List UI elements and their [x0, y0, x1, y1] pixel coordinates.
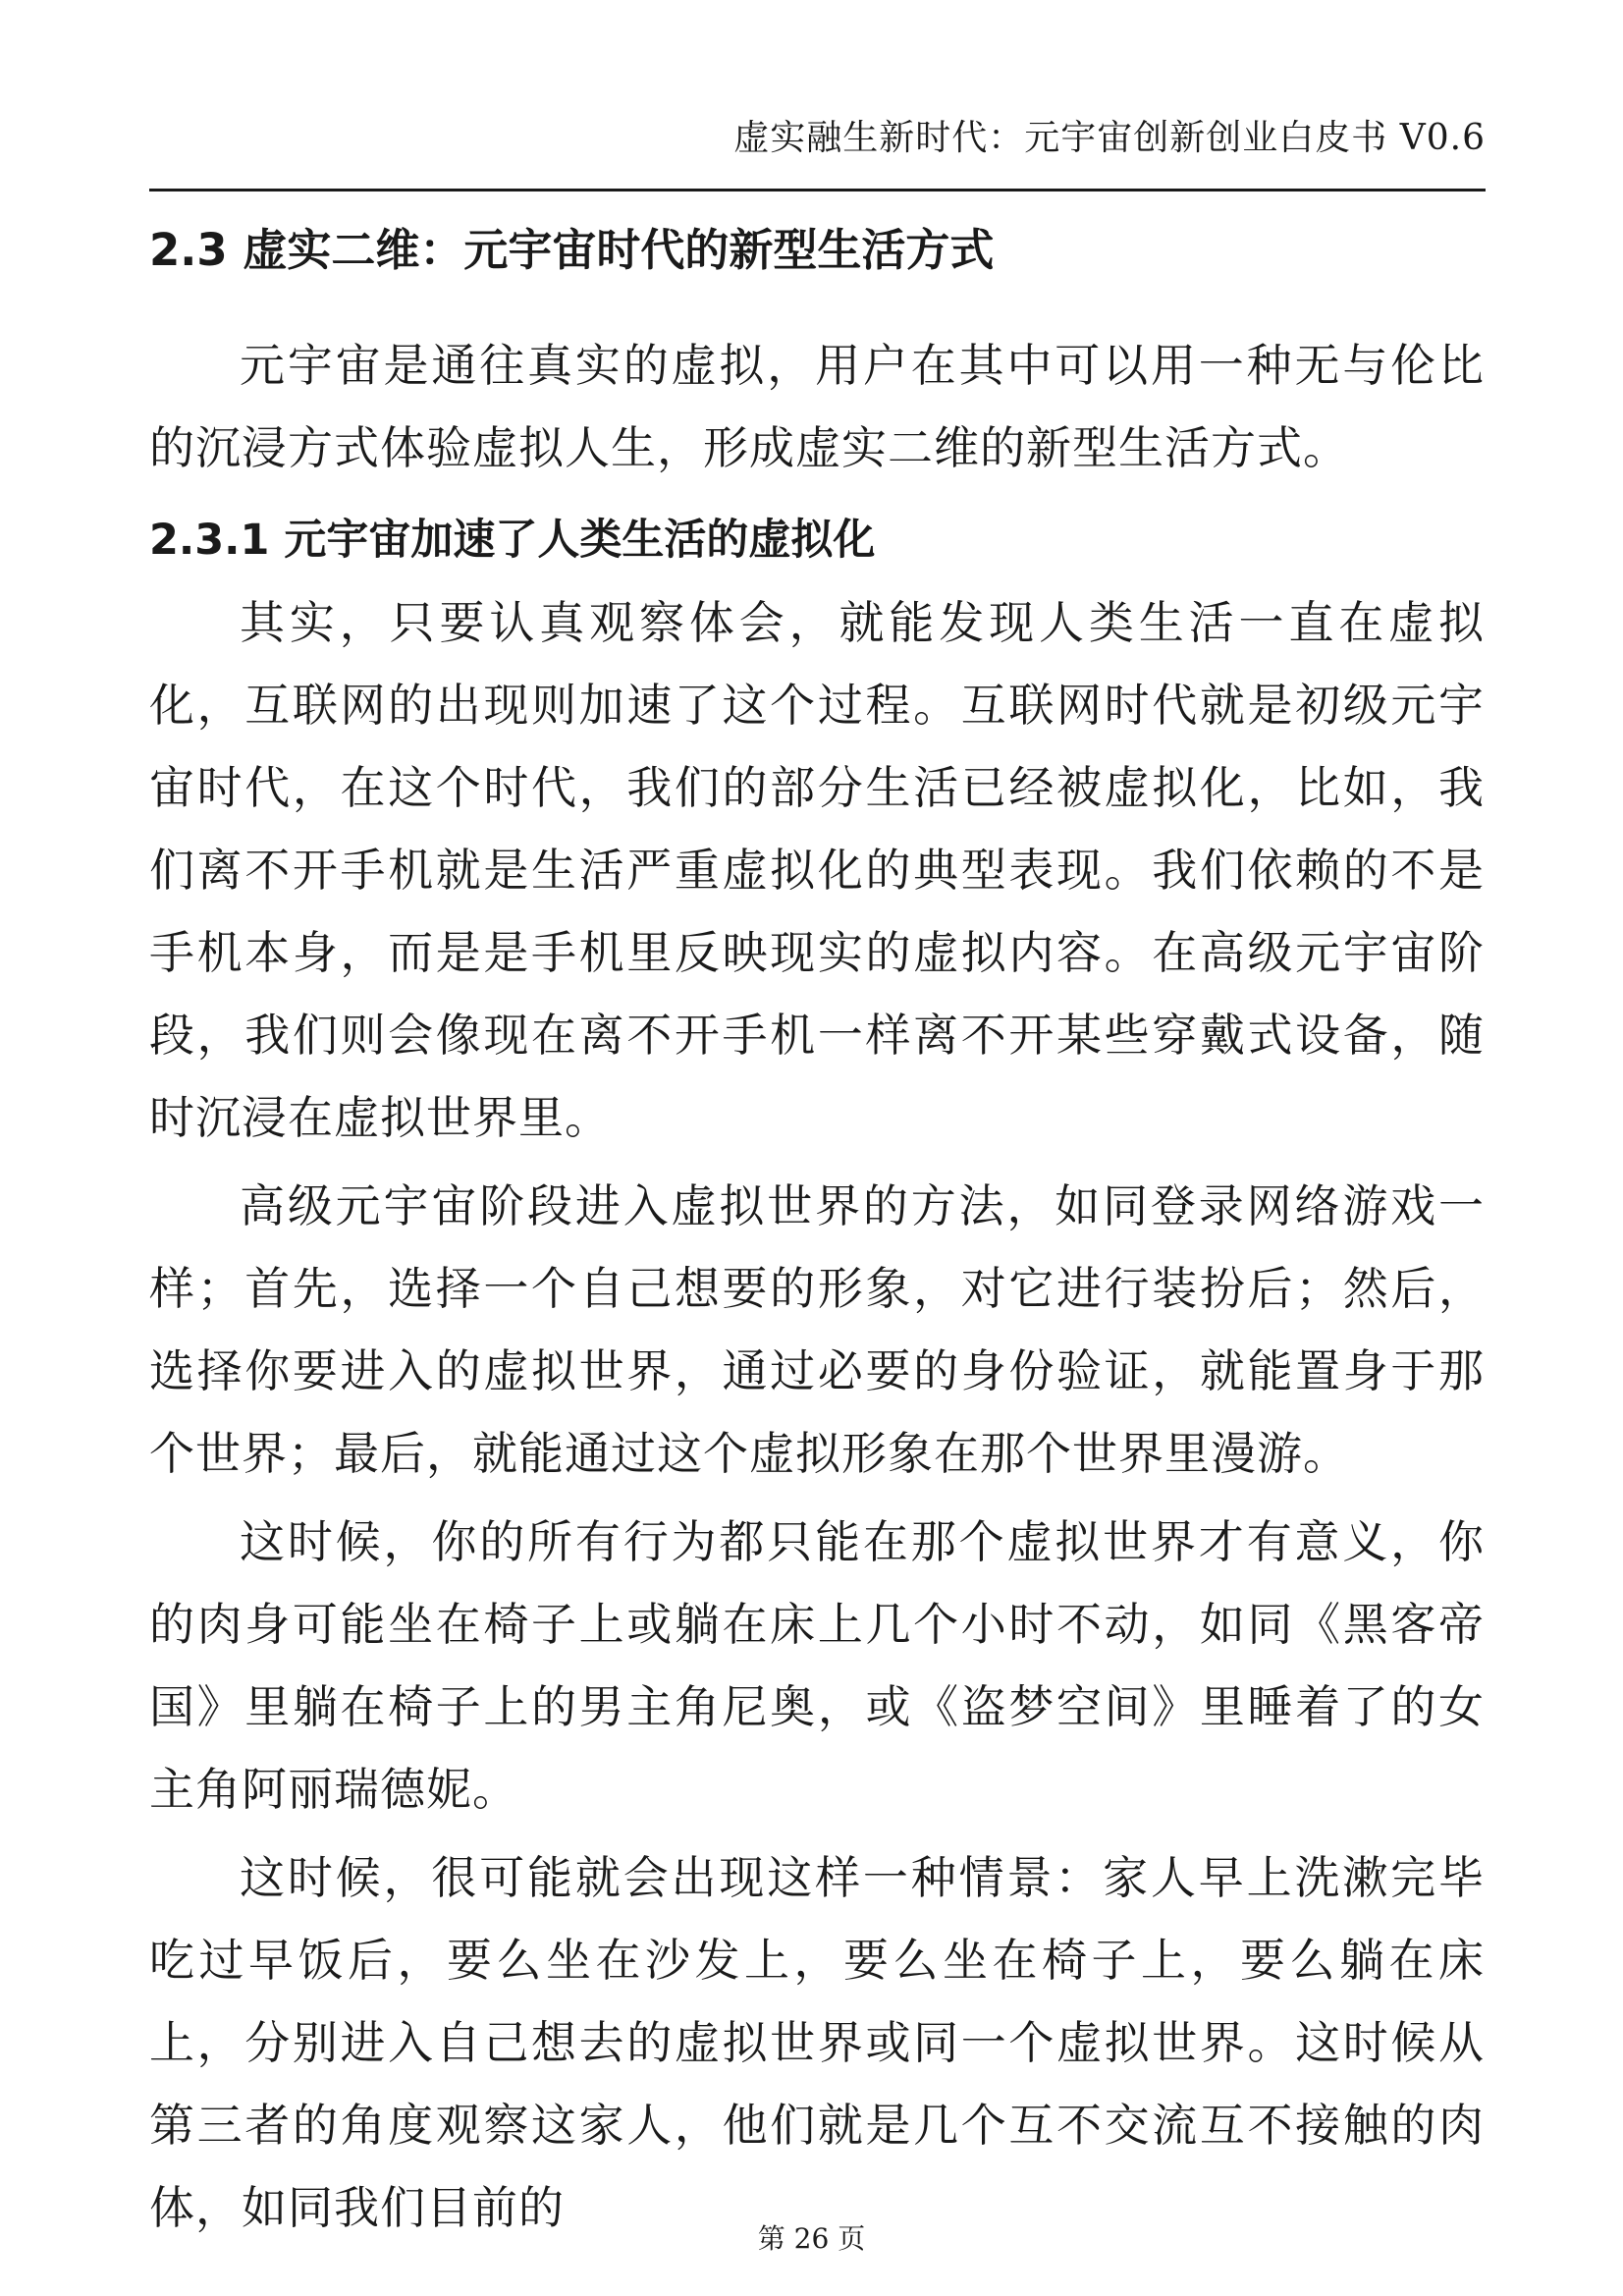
section-intro-paragraph: 元宇宙是通往真实的虚拟，用户在其中可以用一种无与伦比的沉浸方式体验虚拟人生，形成虚实二维的新型生活方式。 — [149, 339, 1485, 474]
body-paragraph-3: 这时候，你的所有行为都只能在那个虚拟世界才有意义，你的肉身可能坐在椅子上或躺在床上几个小时不动，如同《黑客帝国》里躺在椅子上的男主角尼奥，或《盗梦空间》里睡着了的女主角阿丽瑞德妮。 — [149, 1515, 1485, 1816]
header-divider — [149, 189, 1486, 191]
subsection-body — [149, 581, 1485, 2249]
body-paragraph-4: 这时候，很可能就会出现这样一种情景：家人早上洗漱完毕吃过早饭后，要么坐在沙发上，要么坐在椅子上，要么躺在床上，分别进入自己想去的虚拟世界或同一个虚拟世界。这时候从第三者的角度观察这家人，他们就是几个互不交流互不接触的肉体，如同我们目前的 — [149, 1851, 1485, 2234]
subsection-heading: 2.3.1 元宇宙加速了人类生活的虚拟化 — [149, 516, 876, 565]
section-heading: 2.3 虚实二维：元宇宙时代的新型生活方式 — [149, 224, 995, 276]
body-paragraph-2: 高级元宇宙阶段进入虚拟世界的方法，如同登录网络游戏一样；首先，选择一个自己想要的形象，对它进行装扮后；然后，选择你要进入的虚拟世界，通过必要的身份验证，就能置身于那个世界；最后，就能通过这个虚拟形象在那个世界里漫游。 — [149, 1179, 1485, 1480]
page-number: 第 26 页 — [757, 2222, 866, 2255]
section-intro-block — [149, 324, 1485, 489]
running-header-title: 虚实融生新时代：元宇宙创新创业白皮书 V0.6 — [733, 118, 1486, 158]
body-paragraph-1: 其实，只要认真观察体会，就能发现人类生活一直在虚拟化，互联网的出现则加速了这个过程。互联网时代就是初级元宇宙时代，在这个时代，我们的部分生活已经被虚拟化，比如，我们离不开手机就是生活严重虚拟化的典型表现。我们依赖的不是手机本身，而是是手机里反映现实的虚拟内容。在高级元宇宙阶段，我们则会像现在离不开手机一样离不开某些穿戴式设备，随时沉浸在虚拟世界里。 — [149, 596, 1485, 1144]
